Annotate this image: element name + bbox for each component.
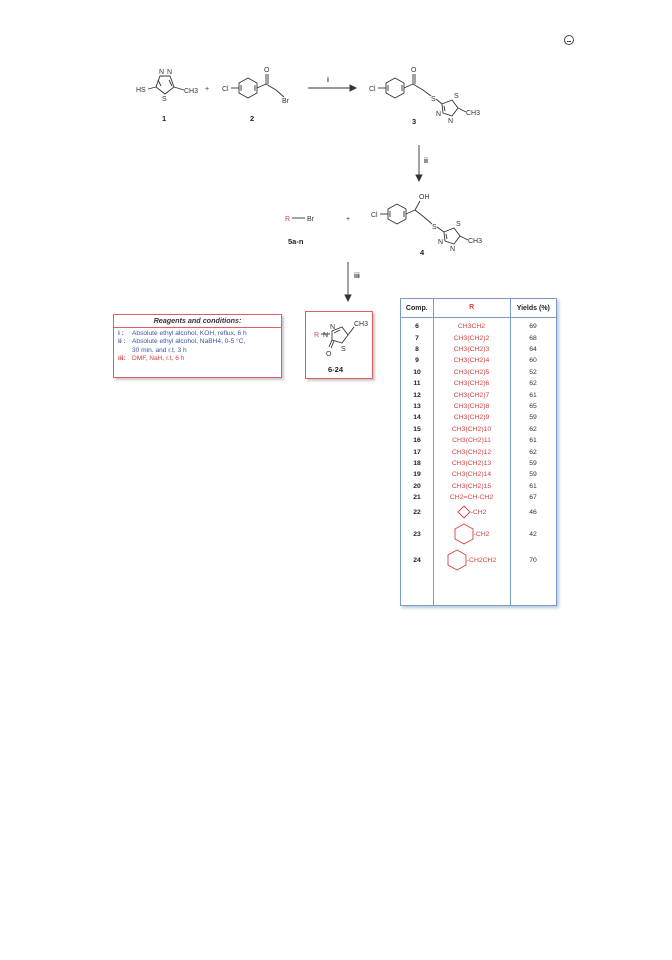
product-n2: N xyxy=(330,324,336,331)
row-r-text: CH3(CH2)13 xyxy=(451,459,492,467)
row-r-text: CH3(CH2)3 xyxy=(453,345,490,353)
row-yield: 52 xyxy=(529,368,537,376)
c2-br: Br xyxy=(282,98,289,105)
table-row xyxy=(401,389,556,400)
product-r: R xyxy=(314,332,320,339)
plus-2: + xyxy=(346,216,351,223)
row-r-text: CH3(CH2)12 xyxy=(451,448,492,456)
reagents-box xyxy=(113,314,282,378)
table-row xyxy=(401,401,556,412)
c4-n1: N xyxy=(438,239,444,246)
row-yield: 64 xyxy=(529,345,537,353)
product-label: 6-24 xyxy=(328,365,344,374)
row-comp: 19 xyxy=(413,471,421,479)
c3-o: O xyxy=(411,67,417,74)
arrow-iii-label: iii xyxy=(354,273,360,280)
row-r xyxy=(433,369,510,376)
row-r-text: -CH2CH2 xyxy=(466,556,497,564)
arrow-ii-label: ii xyxy=(424,158,428,165)
c4-cl: Cl xyxy=(371,212,378,219)
table-header xyxy=(401,299,556,318)
row-r xyxy=(433,357,510,364)
product-n1: N xyxy=(323,332,329,339)
row-comp: 23 xyxy=(413,530,421,538)
row-yield: 69 xyxy=(529,323,537,331)
table-row xyxy=(401,344,556,355)
row-comp: 13 xyxy=(413,402,421,410)
row-yield: 59 xyxy=(529,414,537,422)
table-row xyxy=(401,492,556,503)
row-r xyxy=(433,494,510,501)
c4-s1: S xyxy=(432,224,437,231)
c1-s: S xyxy=(162,96,167,103)
row-r xyxy=(433,403,510,410)
c3-me: CH3 xyxy=(466,110,481,117)
row-r xyxy=(433,483,510,490)
row-yield: 70 xyxy=(529,556,537,564)
c2-o: O xyxy=(264,67,270,74)
row-r-text: -CH2 xyxy=(470,508,487,516)
product-o: O xyxy=(326,351,332,358)
c4-me: CH3 xyxy=(468,238,483,245)
row-comp: 14 xyxy=(413,414,421,422)
c4-oh: OH xyxy=(419,194,430,201)
compound-4-label: 4 xyxy=(420,248,425,257)
row-yield: 61 xyxy=(529,482,537,490)
c1-me: CH3 xyxy=(184,88,199,95)
reagent-step-iii: iii: DMF, NaH, r.t, 6 h xyxy=(118,354,185,362)
row-r xyxy=(433,449,510,456)
table-row xyxy=(401,503,556,521)
row-yield: 65 xyxy=(529,402,537,410)
row-r xyxy=(433,392,510,399)
row-comp: 7 xyxy=(415,334,419,342)
table-row xyxy=(401,547,556,573)
compound-1-structure xyxy=(148,76,184,94)
c2-cl: Cl xyxy=(222,86,229,93)
row-r xyxy=(433,437,510,444)
row-r xyxy=(433,426,510,433)
row-r-text: CH3(CH2)8 xyxy=(453,402,490,410)
row-yield: 59 xyxy=(529,471,537,479)
row-comp: 18 xyxy=(413,459,421,467)
row-r-text: CH3(CH2)2 xyxy=(453,334,490,342)
row-r-text: CH3(CH2)5 xyxy=(453,368,490,376)
header-comp: Comp. xyxy=(405,304,428,312)
compound-5-label: 5a-n xyxy=(288,237,304,246)
row-r-text: CH2=CH-CH2 xyxy=(449,494,494,502)
product-s: S xyxy=(341,346,346,353)
plus-1: + xyxy=(205,86,210,93)
row-r-text: CH3(CH2)4 xyxy=(453,357,490,365)
row-comp: 21 xyxy=(413,494,421,502)
table-row xyxy=(401,446,556,457)
row-r xyxy=(433,335,510,342)
row-r-text: CH3(CH2)15 xyxy=(451,482,492,490)
c1-hs: HS xyxy=(136,87,146,94)
table-row xyxy=(401,378,556,389)
table-row xyxy=(401,367,556,378)
compound-4-structure xyxy=(380,201,468,244)
row-yield: 46 xyxy=(529,508,537,516)
row-comp: 8 xyxy=(415,345,419,353)
row-r xyxy=(433,523,510,545)
reagents-title: Reagents and conditions: xyxy=(114,315,281,328)
row-r xyxy=(433,346,510,353)
row-yield: 61 xyxy=(529,437,537,445)
row-comp: 10 xyxy=(413,368,421,376)
row-comp: 6 xyxy=(415,323,419,331)
arrow-i-label: i xyxy=(327,77,329,84)
table-row xyxy=(401,321,556,332)
c1-n1: N xyxy=(159,69,165,76)
row-comp: 15 xyxy=(413,425,421,433)
row-r-text: CH3(CH2)11 xyxy=(452,437,491,445)
row-r-text: CH3(CH2)9 xyxy=(453,414,490,422)
row-comp: 11 xyxy=(413,380,421,388)
header-yields: Yields (%) xyxy=(516,304,550,312)
row-comp: 20 xyxy=(413,482,421,490)
row-r-text: CH3(CH2)7 xyxy=(453,391,490,399)
c5-br: Br xyxy=(307,216,314,223)
row-comp: 17 xyxy=(413,448,421,456)
row-yield: 60 xyxy=(529,357,537,365)
row-r xyxy=(433,323,510,330)
product-box xyxy=(305,311,373,379)
product-me: CH3 xyxy=(354,321,369,328)
row-r xyxy=(433,549,510,571)
table-row xyxy=(401,435,556,446)
header-r: R xyxy=(433,299,511,317)
c3-s1: S xyxy=(431,96,436,103)
table-row xyxy=(401,481,556,492)
table-row xyxy=(401,458,556,469)
row-r-text: -CH2 xyxy=(473,530,490,538)
table-row xyxy=(401,424,556,435)
row-yield: 61 xyxy=(529,391,537,399)
compound-2-label: 2 xyxy=(250,114,255,123)
row-comp: 16 xyxy=(413,437,421,445)
c3-cl: Cl xyxy=(369,86,376,93)
row-yield: 62 xyxy=(529,448,537,456)
row-comp: 9 xyxy=(415,357,419,365)
cyclobutyl-ring-icon xyxy=(457,505,471,519)
reagent-step-ii-cont: 30 min. and r.t, 3 h xyxy=(132,346,187,354)
c3-n1: N xyxy=(436,111,442,118)
c3-n2: N xyxy=(448,118,454,125)
row-yield: 68 xyxy=(529,334,537,342)
c4-s2: S xyxy=(456,221,461,228)
row-yield: 59 xyxy=(529,459,537,467)
row-yield: 62 xyxy=(529,425,537,433)
table-row xyxy=(401,412,556,423)
row-r xyxy=(433,471,510,478)
row-yield: 62 xyxy=(529,380,537,388)
corner-logo-icon xyxy=(564,35,574,45)
row-r xyxy=(433,460,510,467)
row-r xyxy=(433,380,510,387)
compound-2-structure xyxy=(231,74,284,98)
table-row xyxy=(401,469,556,480)
c1-n2: N xyxy=(167,69,173,76)
table-row xyxy=(401,521,556,547)
compound-3-structure xyxy=(378,74,466,116)
cyclohexyl-ring-icon xyxy=(447,549,467,571)
reagent-step-i: i : Absolute ethyl alcohol, KOH, reflux, 6 h xyxy=(118,330,247,338)
c4-n2: N xyxy=(450,246,456,253)
row-r-text: CH3CH2 xyxy=(457,323,486,331)
cyclohexyl-ring-icon xyxy=(454,523,474,545)
yield-table xyxy=(400,298,557,606)
row-r xyxy=(433,505,510,519)
row-comp: 22 xyxy=(413,508,421,516)
table-row xyxy=(401,355,556,366)
compound-3-label: 3 xyxy=(412,117,417,126)
row-comp: 12 xyxy=(413,391,421,399)
table-row xyxy=(401,332,556,343)
row-yield: 67 xyxy=(529,494,537,502)
row-yield: 42 xyxy=(529,530,537,538)
row-r-text: CH3(CH2)14 xyxy=(451,471,492,479)
row-r-text: CH3(CH2)6 xyxy=(453,380,490,388)
row-r xyxy=(433,414,510,421)
row-r-text: CH3(CH2)10 xyxy=(451,425,492,433)
compound-1-label: 1 xyxy=(162,114,167,123)
reagent-step-ii: ii : Absolute ethyl alcohol, NaBH4, 0-5 °C, xyxy=(118,338,246,346)
row-comp: 24 xyxy=(413,556,421,564)
c3-s2: S xyxy=(454,93,459,100)
c5-r: R xyxy=(285,216,291,223)
